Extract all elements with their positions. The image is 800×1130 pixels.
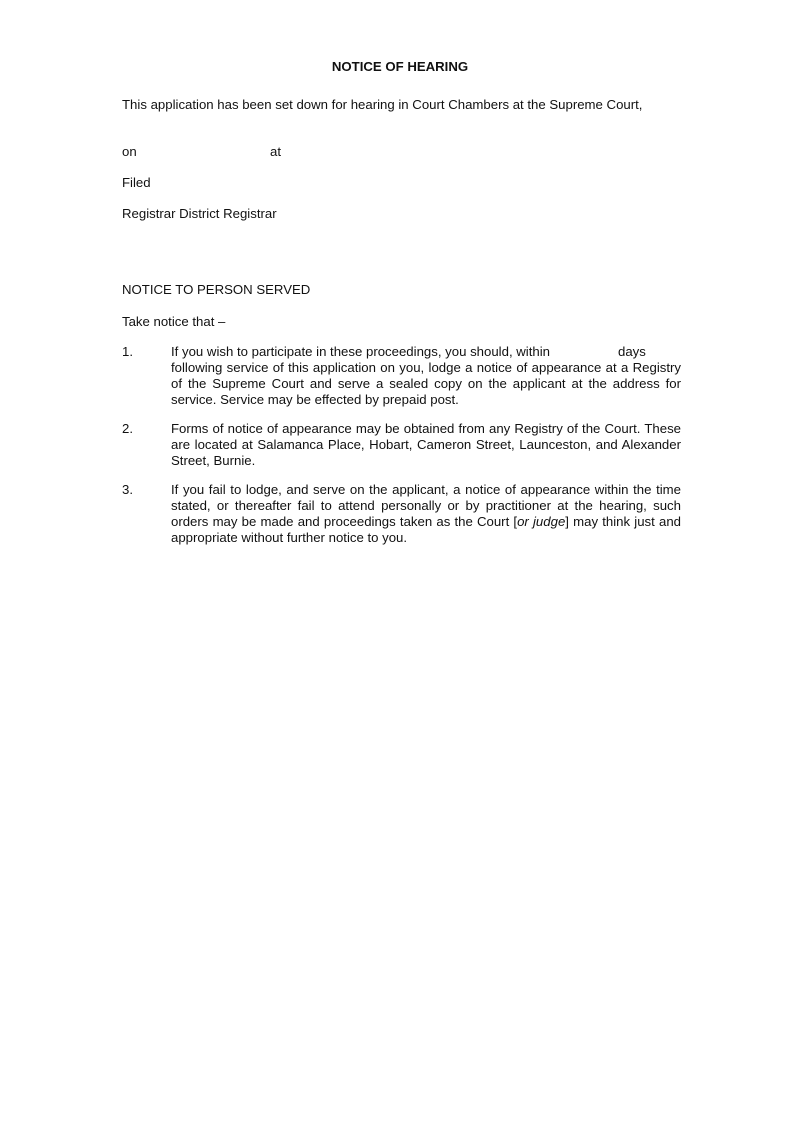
take-notice-text: Take notice that – (122, 314, 226, 329)
hearing-time-label: at (270, 144, 281, 159)
paragraph-line: If you fail to lodge, and serve on the applicant, a notice of appearance within the time (171, 482, 681, 497)
paragraph-text: days (618, 344, 646, 359)
item-number: 1. (122, 344, 133, 359)
paragraph-italic-text: or judge (517, 514, 566, 529)
paragraph-line (171, 514, 681, 530)
paragraph-line: appropriate without further notice to you. (171, 530, 408, 545)
item-number: 2. (122, 421, 133, 436)
paragraph-line: of the Supreme Court and serve a sealed copy on the applicant at the address for (171, 376, 681, 391)
filed-label: Filed (122, 175, 151, 190)
item-paragraph (171, 421, 681, 469)
paragraph-line: following service of this application on you, lodge a notice of appearance at a Registry (171, 360, 681, 375)
paragraph-line: Street, Burnie. (171, 453, 256, 468)
paragraph-line: service. Service may be effected by prepaid post. (171, 392, 459, 407)
paragraph-text: If you wish to participate in these proceedings, you should, within (171, 344, 550, 359)
paragraph-line: Forms of notice of appearance may be obtained from any Registry of the Court. These (171, 421, 681, 436)
hearing-date-label: on (122, 144, 137, 159)
paragraph-text: ] may think just and (565, 514, 681, 529)
paragraph-line: stated, or thereafter fail to attend personally or by practitioner at the hearing, such (171, 498, 681, 513)
paragraph-line (171, 344, 681, 360)
item-paragraph (171, 344, 681, 408)
item-number: 3. (122, 482, 133, 497)
paragraph-text: orders may be made and proceedings taken as the Court [ (171, 514, 518, 529)
item-paragraph (171, 482, 681, 546)
paragraph-line: are located at Salamanca Place, Hobart, Cameron Street, Launceston, and Alexander (171, 437, 681, 452)
registrar-label: Registrar District Registrar (122, 206, 277, 221)
hearing-intro-text: This application has been set down for hearing in Court Chambers at the Supreme Court, (122, 97, 643, 112)
document-title: NOTICE OF HEARING (331, 59, 469, 74)
notice-to-person-served-heading: NOTICE TO PERSON SERVED (122, 282, 311, 297)
